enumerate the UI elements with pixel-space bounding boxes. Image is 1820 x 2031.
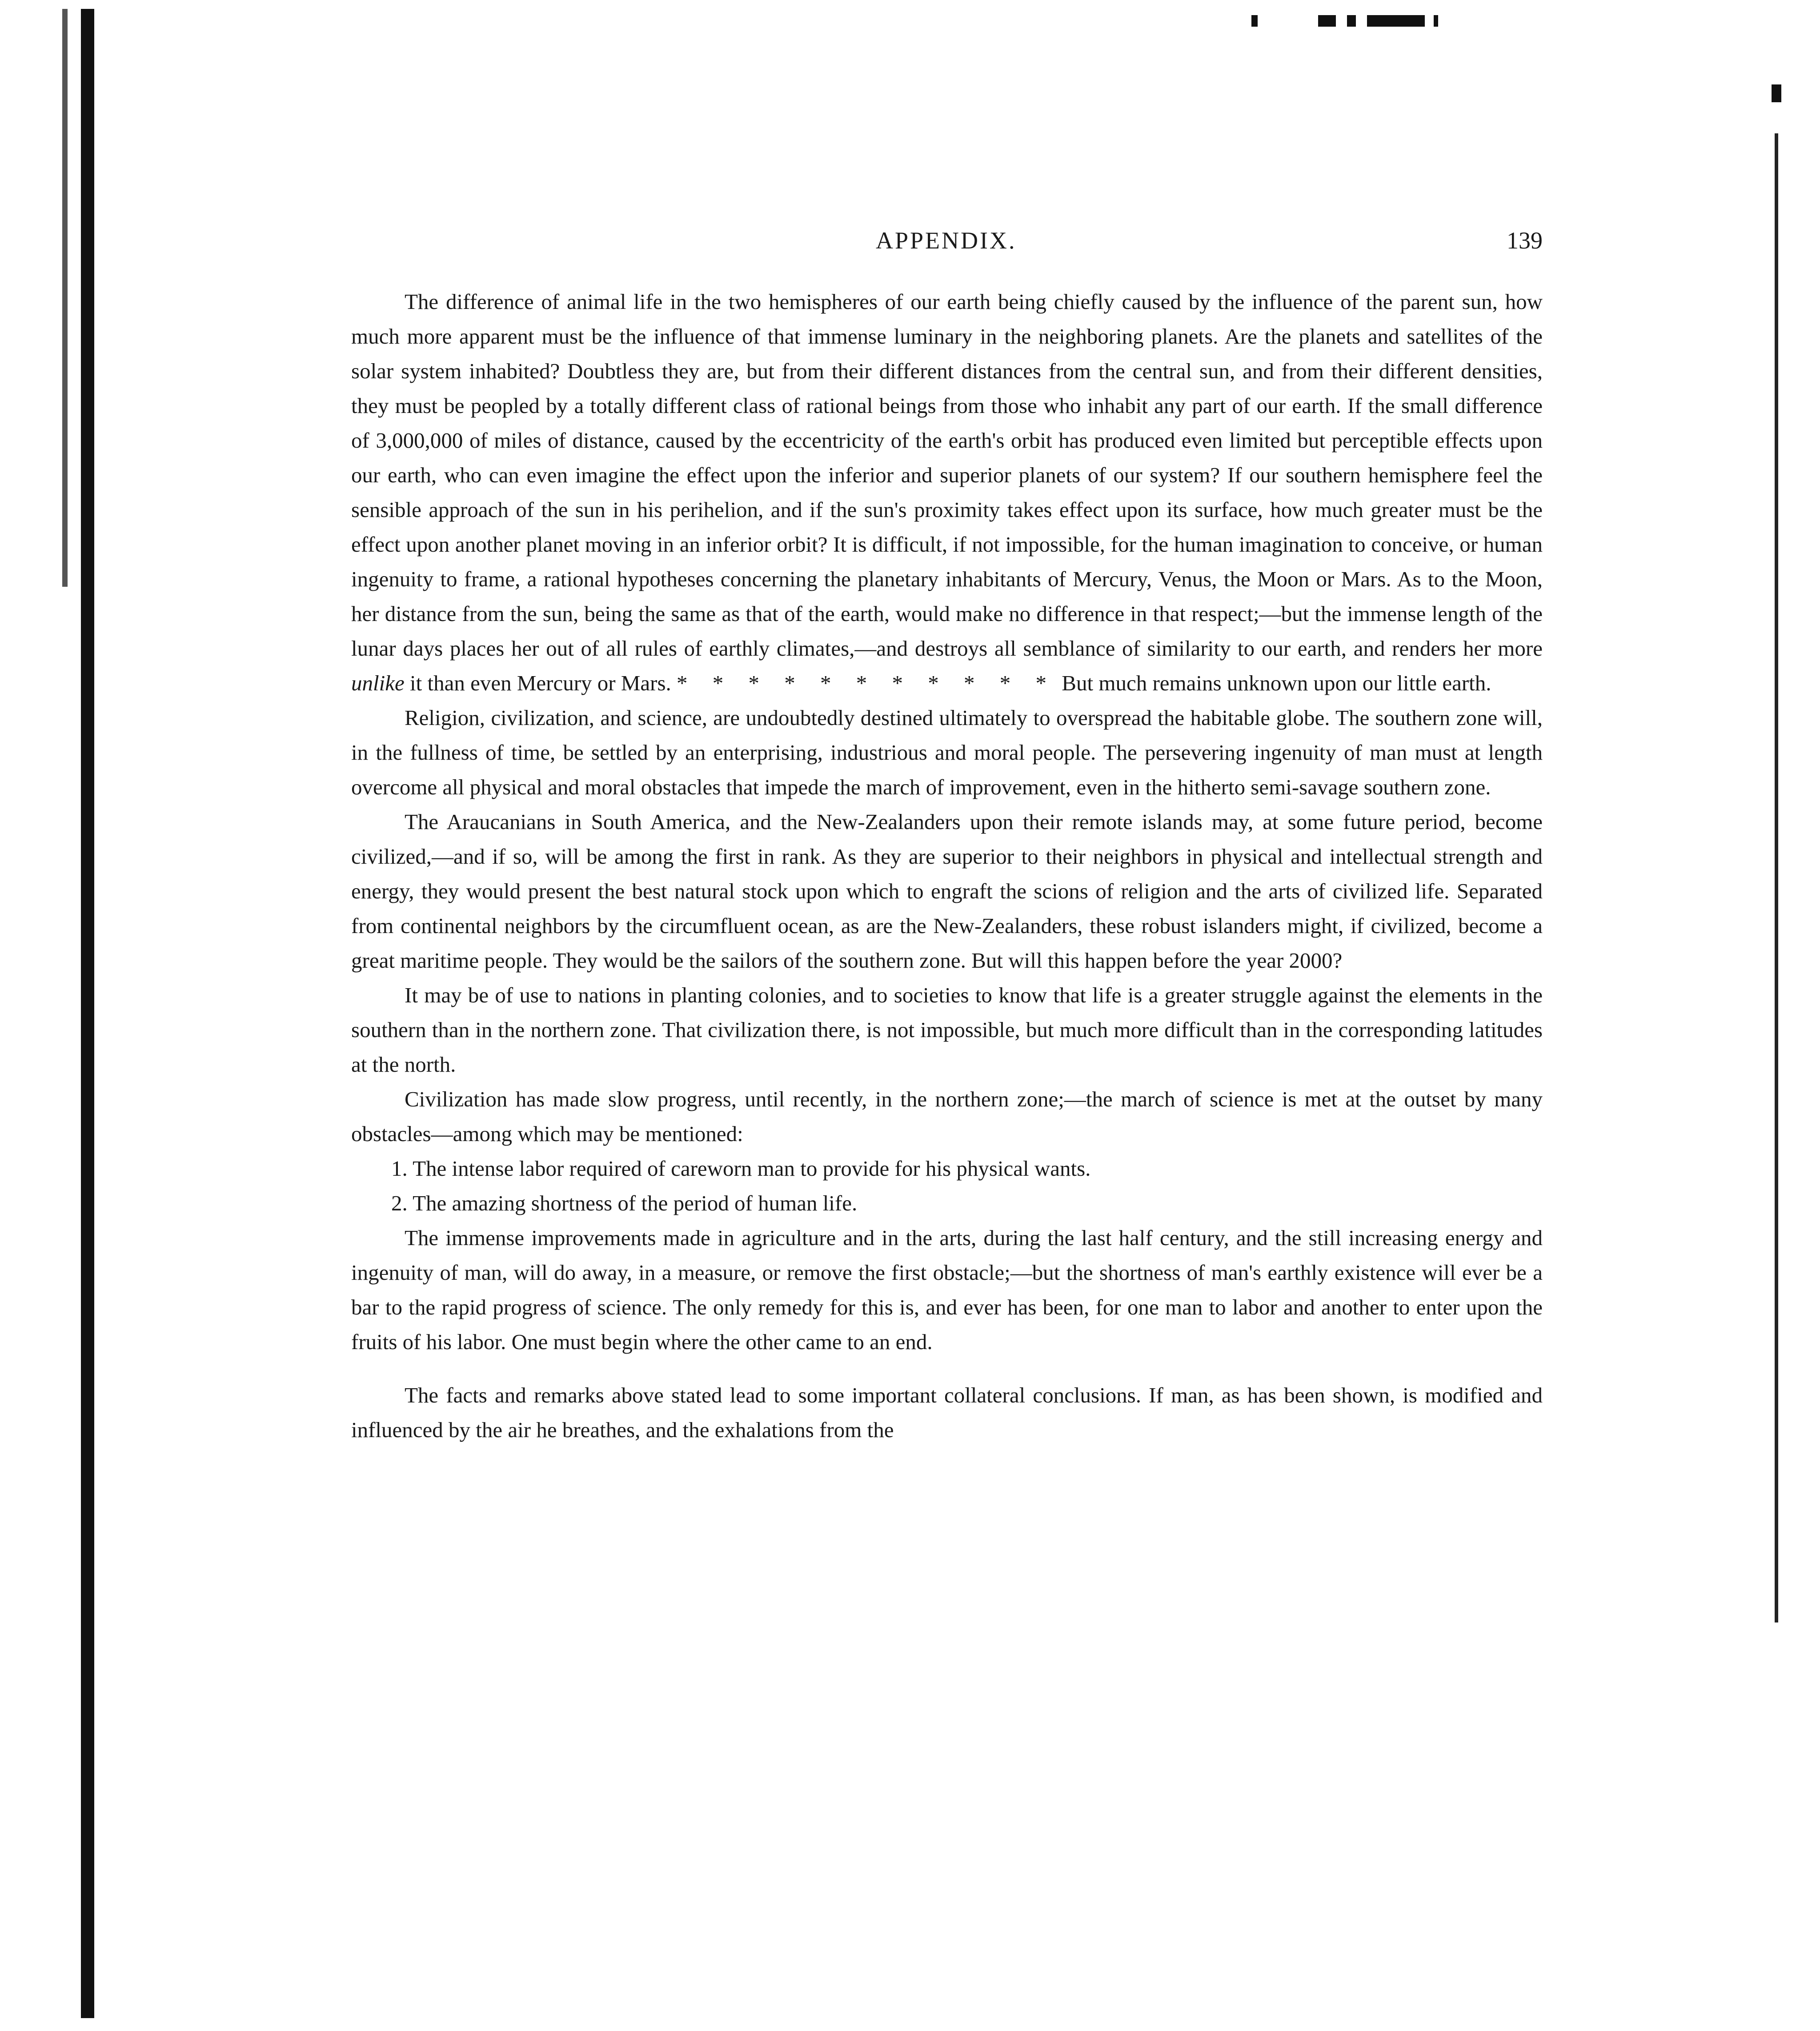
paragraph-text: The difference of animal life in the two hemispheres of our earth being chiefly caused by the influence of the parent sun, how much more apparent must be the influence of that immense luminary in the neighboring planets. Are the planets and satellites of the solar system inhabited? Doubtless they are, but from their different distances from the central sun, and from their different densities, they must be peopled by a totally different class of rational beings from those who inhabit any part of our earth. If the small difference of 3,000,000 of miles of distance, caused by the eccentricity of the earth's orbit has produced even limited but perceptible effects upon our earth, who can even imagine the effect upon the inferior and superior planets of our system? If our southern hemisphere feel the sensible approach of the sun in his perihelion, and if the sun's proximity takes effect upon its surface, how much greater must be the effect upon another planet moving in an inferior orbit? It is difficult, if not impossible, for the human imagination to conceive, or human ingenuity to frame, a rational hypotheses concerning the planetary inhabitants of Mercury, Venus, the Moon or Mars. As to the Moon, her distance from the sun, being the same as that of the earth, would make no difference in that respect;—but the immense length of the lunar days places her out of all rules of earthly climates,—and destroys all semblance of similarity to our earth, and renders her more [351, 289, 1543, 661]
binding-edge [81, 9, 94, 2018]
asterisk-ellipsis: * * * * * * * * * * * [677, 671, 1057, 695]
running-title: APPENDIX. [876, 227, 1017, 254]
body-text [351, 284, 1543, 1447]
paragraph-colonies: It may be of use to nations in planting colonies, and to societies to know that life is a greater struggle against the elements in the southern than in the northern zone. That civilization there, is not impossible, but much more difficult than in the corresponding latitudes at the north. [351, 983, 1543, 1077]
list-item: 1. The intense labor required of careworn man to provide for his physical wants. [391, 1156, 1091, 1181]
paragraph-religion: Religion, civilization, and science, are undoubtedly destined ultimately to overspread the habitable globe. The southern zone will, in the fullness of time, be settled by an enterprising, industrious and moral people. The persevering ingenuity of man must at length overcome all physical and moral obstacles that impede the march of improvement, even in the hitherto semi-savage southern zone. [351, 705, 1543, 799]
paragraph-civilization: Civilization has made slow progress, until recently, in the northern zone;—the march of science is met at the outset by many obstacles—among which may be mentioned: [351, 1087, 1543, 1146]
page-edge-mark [1772, 84, 1781, 102]
running-head [351, 227, 1543, 258]
scan-edge-shadow [62, 9, 68, 587]
scan-register-marks [1251, 15, 1438, 27]
emphasized-word: unlike [351, 671, 405, 695]
paragraph-araucanians: The Araucanians in South America, and the New-Zealanders upon their remote islands may, at some future period, become civilized,—and if so, will be among the first in rank. As they are superior to their neighbors in physical and intellectual strength and energy, they would present the best natural stock upon which to engraft the scions of religion and the arts of civilized life. Separated from continental neighbors by the circumfluent ocean, as are the New-Zealanders, these robust islanders might, if civilized, become a great maritime people. They would be the sailors of the southern zone. But will this happen before the year 2000? [351, 809, 1543, 973]
paragraph-text: But much remains unknown upon our little earth. [1056, 671, 1491, 695]
list-item: 2. The amazing shortness of the period of human life. [391, 1191, 858, 1215]
paragraph-conclusions: The facts and remarks above stated lead to some important collateral conclusions. If man, as has been shown, is modified and influenced by the air he breathes, and the exhalations from the [351, 1383, 1543, 1442]
paragraph-planets [351, 284, 1543, 701]
page-number: 139 [1507, 227, 1543, 254]
paragraph-improvements: The immense improvements made in agriculture and in the arts, during the last half century, and the still increasing energy and ingenuity of man, will do away, in a measure, or remove the first obstacle;—but the shortness of man's earthly existence will ever be a bar to the rapid progress of science. The only remedy for this is, and ever has been, for one man to labor and another to enter upon the fruits of his labor. One must begin where the other came to an end. [351, 1226, 1543, 1354]
paragraph-text: it than even Mercury or Mars. [404, 671, 677, 695]
page-right-edge [1775, 133, 1778, 1622]
